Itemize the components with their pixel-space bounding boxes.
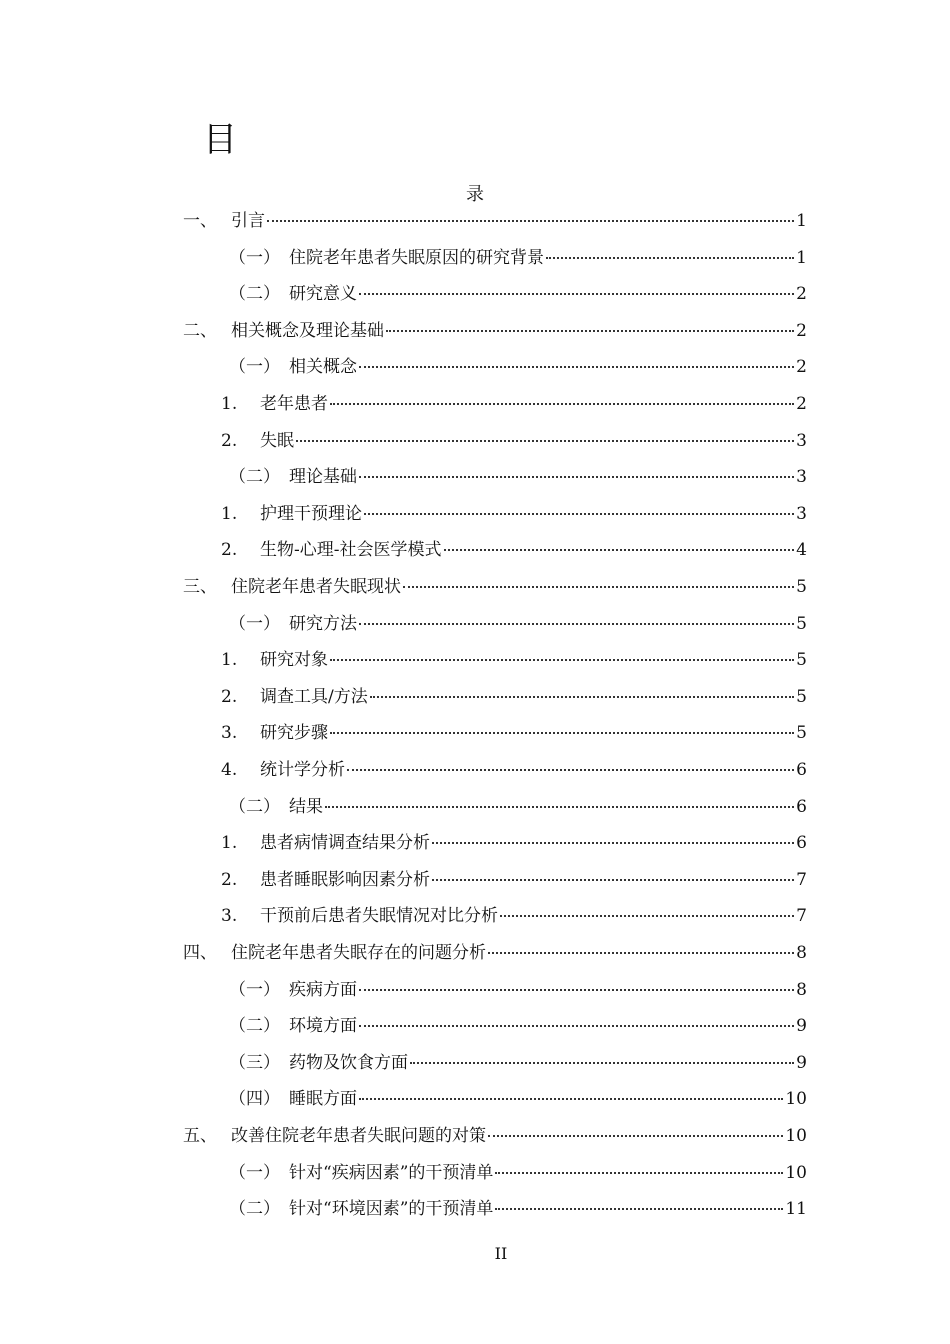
toc-entry[interactable] [221, 430, 807, 452]
toc-entry-page: 5 [796, 687, 807, 707]
dot-leader [347, 768, 794, 771]
toc-entry-title: 失眠 [260, 431, 294, 451]
toc-entry[interactable] [229, 796, 807, 818]
toc-entry-page: 7 [796, 906, 807, 926]
toc-entry-title: 统计学分析 [260, 760, 345, 780]
toc-entry[interactable] [221, 905, 807, 927]
toc-entry-number: 四、 [183, 943, 217, 963]
toc-entry-page: 11 [785, 1199, 807, 1219]
toc-entry-number: （二） [229, 797, 280, 817]
toc-entry-page: 2 [796, 284, 807, 304]
toc-entry-title: 研究方法 [289, 614, 357, 634]
toc-entry-title: 研究对象 [260, 650, 328, 670]
toc-entry[interactable] [229, 247, 807, 269]
toc-entry-number: 3. [221, 723, 238, 743]
toc-entry-page: 10 [785, 1126, 807, 1146]
dot-leader [359, 622, 794, 625]
dot-leader [444, 548, 795, 551]
dot-leader [488, 1134, 783, 1137]
toc-entry-number: 1. [221, 504, 238, 524]
toc-entry-page: 2 [796, 394, 807, 414]
dot-leader [500, 914, 794, 917]
toc-entry-page: 2 [796, 321, 807, 341]
dot-leader [359, 988, 794, 991]
toc-entry[interactable] [229, 1015, 807, 1037]
toc-entry[interactable] [183, 1125, 807, 1147]
dot-leader [330, 731, 794, 734]
toc-entry-title: 住院老年患者失眠现状 [231, 577, 401, 597]
toc-entry-page: 8 [796, 980, 807, 1000]
toc-entry-title: 药物及饮食方面 [289, 1053, 408, 1073]
toc-entry-number: 2. [221, 687, 238, 707]
toc-entry[interactable] [221, 539, 807, 561]
toc-entry-title: 相关概念及理论基础 [231, 321, 384, 341]
toc-entry[interactable] [229, 466, 807, 488]
toc-entry-number: 2. [221, 540, 238, 560]
toc-entry-title: 疾病方面 [289, 980, 357, 1000]
toc-entry-number: 1. [221, 650, 238, 670]
toc-entry-number: 3. [221, 906, 238, 926]
dot-leader [432, 841, 794, 844]
toc-entry[interactable] [229, 1162, 807, 1184]
toc-entry[interactable] [221, 503, 807, 525]
toc-entry-title: 相关概念 [289, 357, 357, 377]
toc-entry-number: （一） [229, 248, 280, 268]
toc-entry[interactable] [221, 686, 807, 708]
toc-entry[interactable] [183, 320, 807, 342]
toc-entry-title: 老年患者 [260, 394, 328, 414]
dot-leader [325, 805, 794, 808]
dot-leader [267, 219, 794, 222]
toc-entry[interactable] [183, 576, 807, 598]
dot-leader [359, 1097, 783, 1100]
toc-entry-page: 6 [796, 797, 807, 817]
dot-leader [359, 475, 794, 478]
toc-entry-page: 5 [796, 723, 807, 743]
toc-entry-title: 理论基础 [289, 467, 357, 487]
toc-entry-title: 住院老年患者失眠原因的研究背景 [289, 248, 544, 268]
dot-leader [359, 292, 794, 295]
toc-entry-page: 9 [796, 1053, 807, 1073]
toc-entry-title: 研究步骤 [260, 723, 328, 743]
toc-entry-number: （一） [229, 614, 280, 634]
toc-entry-title: 针对“疾病因素”的干预清单 [289, 1163, 494, 1183]
toc-entry-page: 3 [796, 467, 807, 487]
dot-leader [410, 1061, 794, 1064]
toc-entry-page: 5 [796, 650, 807, 670]
toc-entry-number: 五、 [183, 1126, 217, 1146]
toc-entry[interactable] [183, 942, 807, 964]
toc-entry-page: 3 [796, 504, 807, 524]
dot-leader [364, 512, 794, 515]
dot-leader [495, 1207, 783, 1210]
toc-entry[interactable] [229, 979, 807, 1001]
toc-entry-number: （一） [229, 980, 280, 1000]
toc-entry-page: 2 [796, 357, 807, 377]
toc-entry-page: 7 [796, 870, 807, 890]
toc-entry[interactable] [229, 283, 807, 305]
toc-entry-page: 5 [796, 614, 807, 634]
dot-leader [370, 695, 794, 698]
dot-leader [386, 329, 794, 332]
dot-leader [546, 256, 794, 259]
toc-entry-number: （四） [229, 1089, 280, 1109]
toc-entry[interactable] [221, 759, 807, 781]
toc-entry[interactable] [229, 1052, 807, 1074]
page-number-footer: II [494, 1244, 508, 1263]
dot-leader [488, 951, 794, 954]
toc-entry-number: 1. [221, 833, 238, 853]
dot-leader [330, 402, 794, 405]
toc-entry[interactable] [229, 1198, 807, 1220]
dot-leader [359, 1024, 794, 1027]
toc-entry-page: 8 [796, 943, 807, 963]
toc-entry-page: 6 [796, 833, 807, 853]
toc-entry-page: 3 [796, 431, 807, 451]
dot-leader [495, 1171, 783, 1174]
toc-entry-number: （三） [229, 1053, 280, 1073]
toc-entry-number: 2. [221, 431, 238, 451]
dot-leader [432, 878, 794, 881]
toc-entry-title: 环境方面 [289, 1016, 357, 1036]
toc-title-char-1: 目 [203, 120, 237, 160]
dot-leader [296, 439, 794, 442]
toc-entry-title: 结果 [289, 797, 323, 817]
toc-entry-title: 研究意义 [289, 284, 357, 304]
toc-entry-number: 一、 [183, 211, 217, 231]
toc-entry-title: 干预前后患者失眠情况对比分析 [260, 906, 498, 926]
toc-entry[interactable] [183, 210, 807, 232]
toc-entry-title: 调查工具/方法 [260, 687, 368, 707]
toc-entry-number: 1. [221, 394, 238, 414]
toc-entry-page: 5 [796, 577, 807, 597]
toc-entry-number: （二） [229, 1199, 280, 1219]
toc-entry[interactable] [221, 649, 807, 671]
toc-entry-number: （一） [229, 1163, 280, 1183]
dot-leader [359, 365, 794, 368]
toc-entry-number: （二） [229, 1016, 280, 1036]
toc-entry-page: 1 [796, 211, 807, 231]
toc-title-char-2: 录 [466, 184, 484, 205]
toc-entry[interactable] [229, 1088, 807, 1110]
toc-entry-page: 1 [796, 248, 807, 268]
toc-entry-page: 4 [796, 540, 807, 560]
toc-entry-title: 患者睡眠影响因素分析 [260, 870, 430, 890]
toc-entry-title: 改善住院老年患者失眠问题的对策 [231, 1126, 486, 1146]
toc-entry[interactable] [221, 393, 807, 415]
toc-entry-number: 2. [221, 870, 238, 890]
toc-entry-number: （二） [229, 284, 280, 304]
toc-entry-title: 生物-心理-社会医学模式 [260, 540, 442, 560]
toc-entry[interactable] [221, 869, 807, 891]
toc-entry-page: 10 [785, 1089, 807, 1109]
toc-entry-page: 6 [796, 760, 807, 780]
toc-entry-number: 三、 [183, 577, 217, 597]
toc-entry-title: 患者病情调查结果分析 [260, 833, 430, 853]
toc-entry-number: 4. [221, 760, 238, 780]
toc-entry[interactable] [229, 356, 807, 378]
toc-entry-number: （一） [229, 357, 280, 377]
toc-entry[interactable] [221, 832, 807, 854]
toc-entry-number: （二） [229, 467, 280, 487]
toc-entry-title: 护理干预理论 [260, 504, 362, 524]
toc-entry-title: 针对“环境因素”的干预清单 [289, 1199, 494, 1219]
dot-leader [403, 585, 794, 588]
toc-entry-title: 引言 [231, 211, 265, 231]
toc-entry-page: 9 [796, 1016, 807, 1036]
toc-entry-page: 10 [785, 1163, 807, 1183]
toc-entry[interactable] [229, 613, 807, 635]
dot-leader [330, 658, 794, 661]
toc-entry-title: 睡眠方面 [289, 1089, 357, 1109]
toc-entry-number: 二、 [183, 321, 217, 341]
toc-entry-title: 住院老年患者失眠存在的问题分析 [231, 943, 486, 963]
toc-entry[interactable] [221, 722, 807, 744]
